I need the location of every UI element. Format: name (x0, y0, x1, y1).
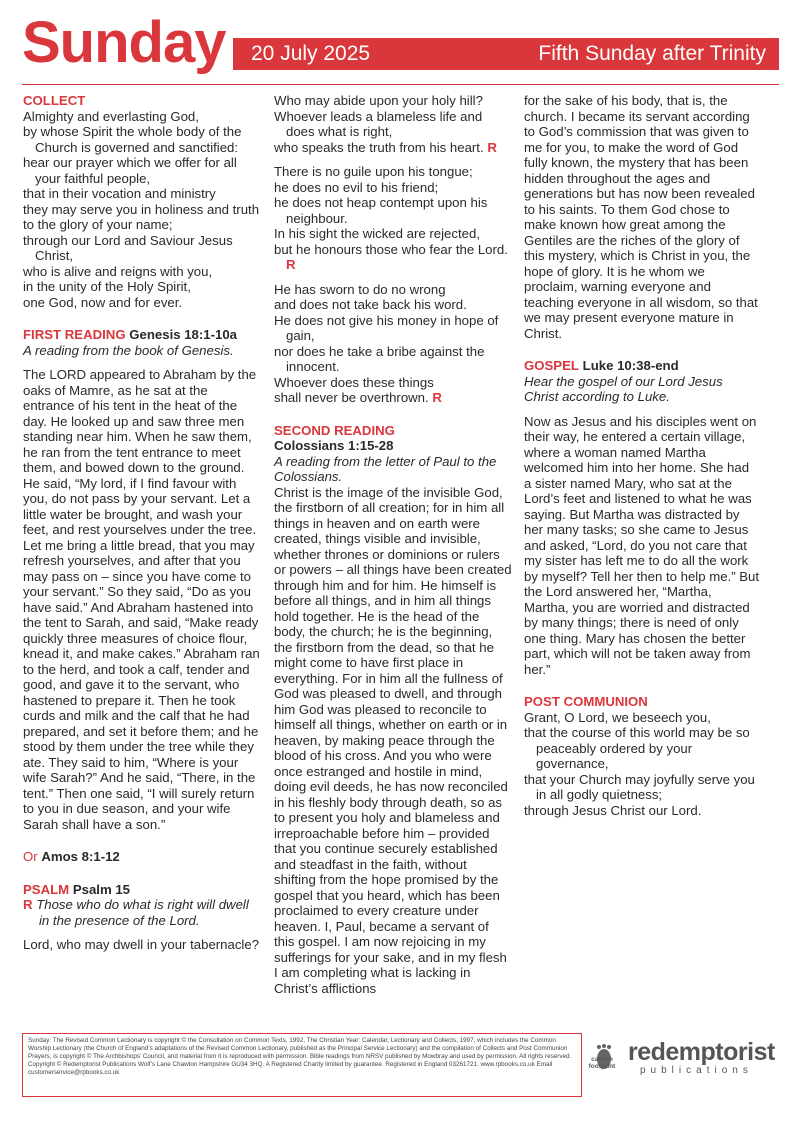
psalm-line: nor does he take a bribe against the innocent. (274, 343, 485, 374)
header-occasion: Fifth Sunday after Trinity (538, 42, 766, 65)
carbon-footprint-label: carbon footprint (588, 1056, 616, 1070)
spacer (23, 832, 261, 849)
psalm-line-text: shall never be overthrown. (274, 390, 429, 405)
response-text: Those who do what is right will dwell in the presence of the Lord. (36, 897, 249, 928)
column-1 (23, 93, 261, 953)
collect-line: they may serve you in holiness and truth (23, 201, 260, 217)
post-communion-line: Grant, O Lord, we beseech you, (524, 709, 711, 725)
response-marker: R (23, 897, 33, 912)
psalm-line: Whoever leads a blameless life and does what is right, (274, 108, 483, 139)
gospel-text: Now as Jesus and his disciples went on their way, he entered a certain village, where a woman named Martha welcomed him into her home. She had a sister named Mary, who sat at the Lord’s feet and listened to what he was saying. But Martha was distracted by her many tasks; so she came to Jesus and asked, “Lord, do you not care that my sister has left me to do all the work by myself? Tell her then to help me.” But the Lord answered her, “Martha, Martha, you are worried and distracted by many things; there is need of only one thing. Mary has chosen the better part, which will not be taken away from her.” (524, 413, 760, 677)
post-communion-line: that your Church may joyfully serve you in all godly quietness; (524, 771, 755, 802)
psalm-line: He does not give his money in hope of gain, (274, 312, 499, 343)
psalm-line-text: but he honours those who fear the Lord. (274, 241, 508, 257)
column-2 (274, 93, 512, 996)
first-reading-text: The LORD appeared to Abraham by the oaks of Mamre, as he sat at the entrance of his tent in the heat of the day. He looked up and saw three men standing near him. When he saw them, he ran from the tent entrance to meet them, and bowed down to the ground. He said, “My lord, if I find favour with you, do not pass by your servant. Let a little water be brought, and wash your feet, and rest yourselves under the tree. Let me bring a little bread, that you may refresh yourselves, and after that you may pass on – since you have come to your servant.” So they said, “Do as you have said.” And Abraham hastened into the tent to Sarah, and said, “Make ready quickly three measures of choice flour, knead it, and make cakes.” Abraham ran to the herd, and took a calf, tender and good, and gave it to the servant, who hastened to prepare it. Then he took curds and milk and the calf that he had prepared, and set it before them; and he stood by them under the tree while they ate. They said to him, “Where is your wife Sarah?” And he said, “There, in the tent.” Then one said, “I will surely return to you in due season, and your wife Sarah shall have a son.” (23, 367, 260, 832)
collect-line: by whose Spirit the whole body of the Church is governed and sanctified: (23, 124, 242, 155)
gospel-intro: Hear the gospel of our Lord Jesus Christ according to Luke. (524, 373, 723, 404)
gospel-label: GOSPEL (524, 358, 579, 373)
psalm-ref: Psalm 15 (72, 881, 131, 897)
collect-line: hear our prayer which we offer for all your faithful people, (23, 155, 237, 186)
collect-line: through our Lord and Saviour Jesus Christ, (23, 232, 233, 263)
psalm-line: There is no guile upon his tongue; (274, 164, 473, 179)
first-reading-label: FIRST READING (23, 327, 126, 342)
first-reading-heading (23, 327, 261, 343)
first-reading-intro: A reading from the book of Genesis. (23, 342, 234, 358)
response-marker: R (432, 390, 442, 405)
response-marker: R (286, 257, 296, 272)
psalm-line (274, 140, 512, 156)
spacer (23, 928, 261, 937)
collect-line: in the unity of the Holy Spirit, (23, 279, 191, 294)
response-marker: R (487, 139, 497, 155)
publisher-logo: redemptorist (628, 1038, 775, 1066)
collect-line: who is alive and reigns with you, (23, 263, 213, 279)
collect-line: one God, now and for ever. (23, 294, 183, 310)
copyright-text: Sunday: The Revised Common Lectionary is copyright © the Consultation on Common Texts, 1992. The Christian Year: Calendar, Lectionary and Collects, 1997, which includes the Common Worship Lectionary (the Church of England’s adaptations of the Revised Common Lectionary, published as the Principal Service Lectionary) and the compilation of Collects and Post Communion Prayers, is copyright © The Archbishops’ Council, and material from it is reproduced with permission. Bible readings from NRSV published by Mowbray and used by permission. All rights reserved. Copyright © Redemptorist Publications Wolf’s Lane Chawton Hampshire GU34 3HQ. A Registered Charity limited by guarantee. Registered in England 03261721. www.rpbooks.co.uk Email customerservice@rpbooks.co.uk (28, 1037, 572, 1076)
gospel-ref: Luke 10:38-end (582, 358, 679, 373)
psalm-line: Whoever does these things (274, 374, 434, 390)
second-reading-heading: SECOND READING (274, 422, 395, 438)
spacer (274, 155, 512, 164)
psalm-line (274, 390, 512, 406)
spacer (524, 677, 760, 694)
post-communion-heading: POST COMMUNION (524, 694, 648, 709)
psalm-line (274, 242, 512, 273)
spacer (274, 406, 512, 423)
psalm-line: Who may abide upon your holy hill? (274, 93, 483, 108)
copyright-footer (22, 1033, 582, 1097)
spacer (524, 405, 760, 414)
header-bar (233, 38, 779, 70)
second-reading-ref: Colossians 1:15-28 (274, 438, 394, 453)
psalm-heading (23, 882, 261, 898)
psalm-label: PSALM (23, 881, 70, 897)
psalm-line: he does not heap contempt upon his neighbour. (274, 195, 488, 226)
spacer (23, 310, 261, 327)
collect-line: to the glory of your name; (23, 217, 173, 232)
spacer (524, 341, 760, 358)
column-3 (524, 93, 760, 818)
collect-body (23, 109, 261, 311)
or-label: Or (23, 849, 38, 864)
second-reading-text: Christ is the image of the invisible God, the firstborn of all creation; for in him all things in heaven and on earth were created, things visible and invisible, whether thrones or dominions or rulers or powers – all things have been created through him and for him. He himself is before all things, and in him all things hold together. He is the head of the body, the church; he is the beginning, the firstborn from the dead, so that he might come to have first place in everything. For in him all the fullness of God was pleased to dwell, and through him God was pleased to reconcile to himself all things, whether on earth or in heaven, by making peace through the blood of his cross. And you who were once estranged and hostile in mind, doing evil deeds, he has now reconciled in his fleshly body through death, so as to present you holy and blameless and irreproachable before him – provided that you continue securely established and steadfast in the faith, without shifting from the hope promised by the gospel that you heard, which has been proclaimed to every creature under heaven. I, Paul, became a servant of this gospel. I am now rejoicing in my sufferings for your sake, and in my flesh I am completing what is lacking in Christ’s afflictions (274, 484, 512, 996)
or-ref: Amos 8:1-12 (41, 849, 120, 864)
header-date: 20 July 2025 (251, 42, 371, 65)
psalm-line: He has sworn to do no wrong (274, 281, 446, 297)
collect-heading: COLLECT (23, 93, 86, 108)
page-title: Sunday (22, 10, 226, 75)
header-rule (22, 84, 779, 85)
spacer (23, 358, 261, 367)
spacer (274, 273, 512, 282)
psalm-line: and does not take back his word. (274, 297, 467, 312)
collect-line: Almighty and everlasting God, (23, 108, 199, 124)
publisher-subtitle: publications (640, 1065, 753, 1076)
gospel-heading (524, 358, 760, 374)
first-reading-ref: Genesis 18:1-10a (129, 327, 238, 342)
psalm-line-text: who speaks the truth from his heart. (274, 139, 484, 155)
second-reading-text-continued: for the sake of his body, that is, the church. I became its servant according to God’s commission that was given to me for you, to make the word of God fully known, the mystery that has been hidden throughout the ages and generations but has now been revealed to his saints. To them God chose to make known how great among the Gentiles are the riches of the glory of this mystery, which is Christ in you, the hope of glory. It is he whom we proclaim, warning everyone and teaching everyone in all wisdom, so that we may present everyone mature in Christ. (524, 93, 758, 341)
alternative-reading (23, 849, 261, 865)
psalm-line: Lord, who may dwell in your tabernacle? (23, 937, 260, 952)
post-communion-line: that the course of this world may be so peaceably ordered by your governance, (524, 725, 750, 771)
collect-line: that in their vocation and ministry (23, 186, 216, 201)
spacer (23, 865, 261, 882)
psalm-response (23, 897, 261, 928)
psalm-line: he does no evil to his friend; (274, 179, 439, 195)
second-reading-intro: A reading from the letter of Paul to the Colossians. (274, 453, 497, 484)
psalm-line: In his sight the wicked are rejected, (274, 226, 480, 241)
post-communion-line: through Jesus Christ our Lord. (524, 802, 702, 818)
